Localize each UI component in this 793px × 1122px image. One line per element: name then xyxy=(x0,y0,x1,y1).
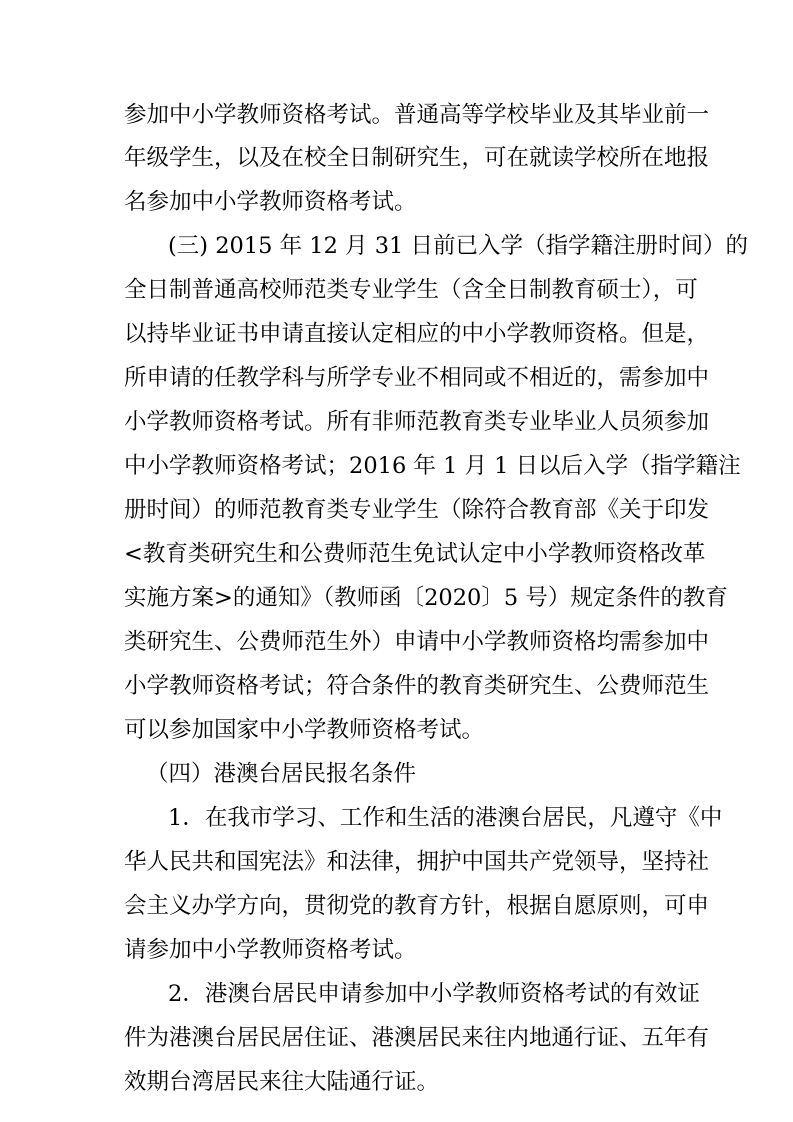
paragraph-line: 小学教师资格考试。所有非师范教育类专业毕业人员须参加 xyxy=(124,409,710,435)
paragraph-line: 册时间）的师范教育类专业学生（除符合教育部《关于印发 xyxy=(124,497,710,523)
paragraph-line: 实施方案>的通知》（教师函〔2020〕5 号）规定条件的教育 xyxy=(124,585,728,611)
paragraph-line: 以持毕业证书申请直接认定相应的中小学教师资格。但是， xyxy=(124,321,710,347)
item-1-first-line: 1．在我市学习、工作和生活的港澳台居民，凡遵守《中 xyxy=(168,805,723,831)
paragraph-line: 中小学教师资格考试；2016 年 1 月 1 日以后入学（指学籍注 xyxy=(124,453,741,479)
paragraph-line: 参加中小学教师资格考试。普通高等学校毕业及其毕业前一 xyxy=(124,102,710,128)
paragraph-line: 件为港澳台居民居住证、港澳居民来往内地通行证、五年有 xyxy=(124,1025,710,1051)
item-2-first-line: 2．港澳台居民申请参加中小学教师资格考试的有效证 xyxy=(168,981,700,1007)
paragraph-line: 华人民共和国宪法》和法律，拥护中国共产党领导，坚持社 xyxy=(124,849,710,875)
paragraph-line: 请参加中小学教师资格考试。 xyxy=(124,937,417,963)
paragraph-line: 全日制普通高校师范类专业学生（含全日制教育硕士），可 xyxy=(124,277,698,303)
paragraph-line: 年级学生，以及在校全日制研究生，可在就读学校所在地报 xyxy=(124,145,710,171)
paragraph-line: 小学教师资格考试；符合条件的教育类研究生、公费师范生 xyxy=(124,673,710,699)
section-3-first-line: (三) 2015 年 12 月 31 日前已入学（指学籍注册时间）的 xyxy=(168,233,748,259)
section-4-heading: （四）港澳台居民报名条件 xyxy=(146,761,417,787)
paragraph-line: 可以参加国家中小学教师资格考试。 xyxy=(124,717,485,743)
paragraph-line: <教育类研究生和公费师范生免试认定中小学教师资格改革 xyxy=(124,541,706,567)
paragraph-line: 所申请的任教学科与所学专业不相同或不相近的，需参加中 xyxy=(124,365,710,391)
paragraph-line: 效期台湾居民来往大陆通行证。 xyxy=(124,1069,440,1095)
paragraph-line: 会主义办学方向，贯彻党的教育方针，根据自愿原则，可申 xyxy=(124,893,710,919)
paragraph-line: 类研究生、公费师范生外）申请中小学教师资格均需参加中 xyxy=(124,629,710,655)
paragraph-line: 名参加中小学教师资格考试。 xyxy=(124,189,417,215)
